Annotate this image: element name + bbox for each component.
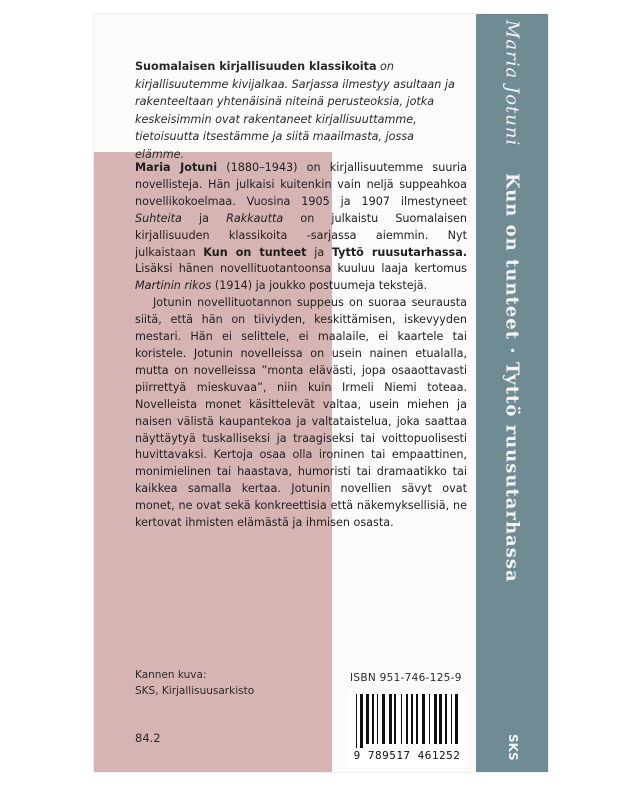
- barcode-bars: [354, 694, 460, 748]
- barcode-bar: [372, 694, 374, 744]
- blurb-text: ja: [181, 211, 227, 225]
- barcode-bar: [455, 694, 458, 744]
- cover-credit-label: Kannen kuva:: [135, 669, 207, 681]
- spine-logo: SKS: [506, 734, 520, 761]
- barcode-bar: [360, 694, 363, 748]
- work-title: Rakkautta: [226, 211, 284, 225]
- spine-text: [502, 20, 523, 583]
- work-title: Martinin rikos: [135, 279, 212, 293]
- class-number: 84.2: [135, 731, 161, 745]
- blurb-paragraph-1: [135, 160, 467, 295]
- blurb: [135, 160, 467, 532]
- blurb-text: Lisäksi hänen novellituotantoonsa kuuluu laaja kertomus: [135, 262, 467, 276]
- barcode-bar: [406, 694, 408, 744]
- barcode-bar: [439, 694, 442, 744]
- book-title: Kun on tunteet: [203, 245, 307, 259]
- barcode-bar: [366, 694, 369, 744]
- barcode-bar: [401, 694, 402, 744]
- barcode-bar: [394, 694, 396, 744]
- spine-author: Maria Jotuni: [501, 20, 523, 147]
- work-title: Suhteita: [135, 211, 182, 225]
- blurb-text: (1880–1943) on kirjallisuutemme suuria novellisteja. Hän julkaisi kuitenkin vain neljä suppeahkoa novellikokoelmaa. Vuosina 1905 ja 1907 ilmestyneet: [135, 161, 467, 208]
- blurb-text: (1914) ja joukko postuumeja tekstejä.: [211, 279, 428, 293]
- barcode-bar: [377, 694, 378, 744]
- blurb-text: ja: [306, 245, 332, 259]
- barcode-bar: [445, 694, 447, 744]
- barcode-bar: [356, 694, 357, 748]
- cover-credit: [135, 668, 254, 699]
- series-description: on kirjallisuutemme kivijalkaa. Sarjassa ilmestyy asultaan ja rakenteeltaan yhtenäisinä niteinä perusteoksia, jotka keskeisimmin ovat rakentaneet kirjallisuuttamme, tietoisuutta itsestämme ja siitä maailmasta, jossa elämme.: [135, 60, 455, 161]
- isbn: ISBN 951-746-125-9: [350, 672, 462, 684]
- barcode-bar: [389, 694, 392, 744]
- author-name: Maria Jotuni: [135, 161, 218, 174]
- barcode-bar: [422, 694, 425, 744]
- blurb-paragraph-2: Jotunin novellituotannon suppeus on suoraa seurausta siitä, että hän on tiiviyden, keskittämisen, iskevyyden mestari. Hän ei selittele, ei maalaile, ei kaartele tai koristele. Jotunin novelleissa on usein nainen etualalla, mutta on novelleissa ”monta elävästi, jopa osaaottavasti piirrettyä mieskuvaa”, niin kuin Irmeli Niemi toteaa. Novelleista monet käsittelevät valtaa, usein miehen ja naisen välistä kaupantekoa ja valtataistelua, joka saattaa näyttäytyä tuskalliseksi ja traagiseksi tai voittopuolisesti huvittavaksi. Kertoja osaa olla ironinen tai empaattinen, monimielinen tai haastava, humoristi tai dramaatikko tai kaikkea samalla kertaa. Jotunin novellien sävyt ovat monet, ne ovat sekä konkreettisia että näkemyksellisiä, ne kertovat ihmisten elämästä ja ihmisen osasta.: [135, 296, 467, 530]
- series-intro: [135, 58, 465, 163]
- barcode-bar: [411, 694, 413, 744]
- barcode-bar: [429, 694, 430, 744]
- blurb-text: on julkaistu Suomalaisen kirjallisuuden klassikoita -sarjassa aiemmin. Nyt julkaistaan: [135, 211, 467, 259]
- barcode-bar: [451, 694, 452, 744]
- barcode: [348, 690, 466, 768]
- barcode-digits: 9 789517 461252: [353, 749, 461, 762]
- book-title: Tyttö ruusutarhassa.: [331, 245, 467, 259]
- barcode-bar: [416, 694, 418, 744]
- cover-credit-value: SKS, Kirjallisuusarkisto: [135, 684, 255, 697]
- spine-title: Kun on tunteet · Tyttö ruusutarhassa: [501, 172, 523, 583]
- barcode-bar: [382, 694, 385, 744]
- series-name: Suomalaisen kirjallisuuden klassikoita: [135, 60, 377, 73]
- barcode-bar: [434, 694, 437, 744]
